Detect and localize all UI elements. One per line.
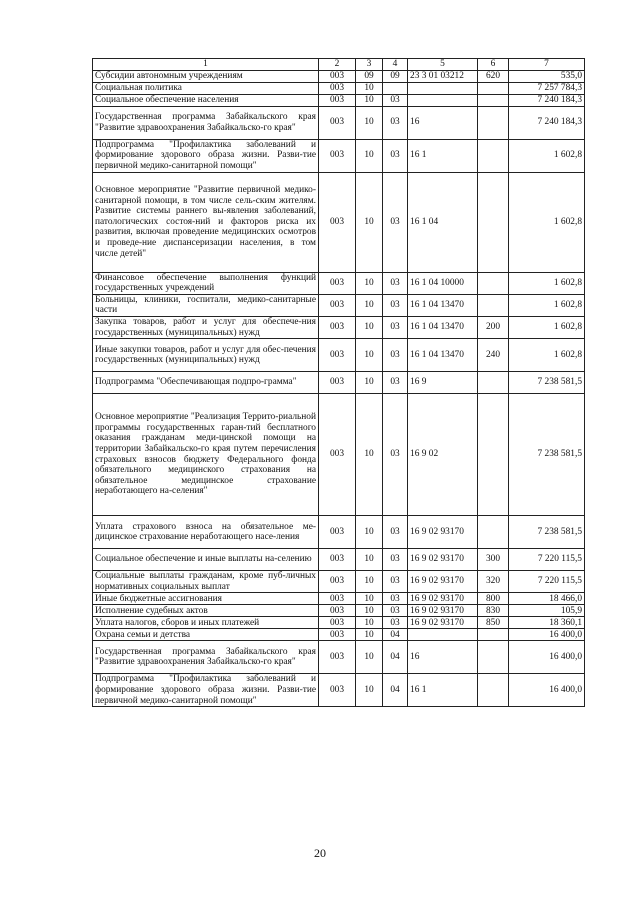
- amount: 16 400,0: [509, 641, 585, 674]
- table-row: [93, 106, 585, 139]
- target-article: [408, 82, 478, 94]
- expense-type: 620: [478, 70, 509, 82]
- subsection-code: 03: [383, 316, 408, 338]
- column-header: 7: [509, 59, 585, 71]
- ministry-code: 003: [319, 339, 356, 372]
- target-article: 16 1 04: [408, 172, 478, 272]
- section-code: 10: [356, 94, 383, 106]
- ministry-code: 003: [319, 106, 356, 139]
- section-code: 10: [356, 106, 383, 139]
- amount: 1 602,8: [509, 172, 585, 272]
- expense-type: [478, 516, 509, 549]
- amount: 18 360,1: [509, 617, 585, 629]
- section-code: 10: [356, 641, 383, 674]
- amount: 1 602,8: [509, 316, 585, 338]
- amount: 16 400,0: [509, 629, 585, 641]
- expense-type: [478, 674, 509, 707]
- section-code: 10: [356, 617, 383, 629]
- subsection-code: 03: [383, 272, 408, 294]
- table-row: [93, 549, 585, 571]
- row-name: Основное мероприятие "Развитие первичной медико-санитарной помощи, в том числе сель-ским жителям. Развитие системы раннего вы-явления заболеваний, патологических состоя-ний и факторов риска их развития, включая проведение медицинских осмотров и проведе-ние диспансеризации населения, в том числе детей": [93, 172, 319, 272]
- expense-type: 800: [478, 593, 509, 605]
- row-name: Подпрограмма "Профилактика заболеваний и формирование здорового образа жизни. Разви-тие первичной медико-санитарной помощи": [93, 674, 319, 707]
- target-article: 16 1 04 13470: [408, 294, 478, 316]
- subsection-code: 03: [383, 549, 408, 571]
- row-name: Социальные выплаты гражданам, кроме пуб-личных нормативных социальных выплат: [93, 571, 319, 593]
- section-code: 10: [356, 82, 383, 94]
- ministry-code: 003: [319, 394, 356, 516]
- expense-type: 240: [478, 339, 509, 372]
- target-article: [408, 94, 478, 106]
- amount: 7 238 581,5: [509, 394, 585, 516]
- expense-type: 300: [478, 549, 509, 571]
- subsection-code: 09: [383, 70, 408, 82]
- expense-type: [478, 629, 509, 641]
- table-row: [93, 571, 585, 593]
- section-code: 10: [356, 272, 383, 294]
- expense-type: [478, 272, 509, 294]
- section-code: 10: [356, 316, 383, 338]
- amount: 7 220 115,5: [509, 571, 585, 593]
- section-code: 10: [356, 372, 383, 394]
- target-article: 16 9 02 93170: [408, 571, 478, 593]
- target-article: 16 1: [408, 139, 478, 172]
- target-article: [408, 629, 478, 641]
- column-header: 6: [478, 59, 509, 71]
- row-name: Социальное обеспечение и иные выплаты на-селению: [93, 549, 319, 571]
- amount: 1 602,8: [509, 272, 585, 294]
- amount: 7 240 184,3: [509, 106, 585, 139]
- table-row: [93, 139, 585, 172]
- section-code: 10: [356, 516, 383, 549]
- section-code: 10: [356, 605, 383, 617]
- section-code: 10: [356, 172, 383, 272]
- amount: 7 238 581,5: [509, 372, 585, 394]
- subsection-code: 03: [383, 339, 408, 372]
- target-article: 16 1: [408, 674, 478, 707]
- section-code: 10: [356, 593, 383, 605]
- target-article: 16 1 04 13470: [408, 316, 478, 338]
- subsection-code: 04: [383, 674, 408, 707]
- section-code: 10: [356, 294, 383, 316]
- row-name: Иные бюджетные ассигнования: [93, 593, 319, 605]
- expense-type: [478, 94, 509, 106]
- table-row: [93, 593, 585, 605]
- section-code: 10: [356, 549, 383, 571]
- budget-table: [92, 58, 585, 707]
- section-code: 09: [356, 70, 383, 82]
- ministry-code: 003: [319, 629, 356, 641]
- table-row: [93, 516, 585, 549]
- subsection-code: 03: [383, 172, 408, 272]
- row-name: Государственная программа Забайкальского края "Развитие здравоохранения Забайкальско-го края": [93, 641, 319, 674]
- target-article: 16 9 02 93170: [408, 617, 478, 629]
- amount: 7 220 115,5: [509, 549, 585, 571]
- subsection-code: 03: [383, 394, 408, 516]
- target-article: 16 1 04 13470: [408, 339, 478, 372]
- column-header: 5: [408, 59, 478, 71]
- row-name: Подпрограмма "Обеспечивающая подпро-грамма": [93, 372, 319, 394]
- target-article: 23 3 01 03212: [408, 70, 478, 82]
- table-row: [93, 605, 585, 617]
- table-row: [93, 172, 585, 272]
- section-code: 10: [356, 674, 383, 707]
- row-name: Подпрограмма "Профилактика заболеваний и формирование здорового образа жизни. Разви-тие первичной медико-санитарной помощи": [93, 139, 319, 172]
- expense-type: 320: [478, 571, 509, 593]
- ministry-code: 003: [319, 617, 356, 629]
- ministry-code: 003: [319, 70, 356, 82]
- target-article: 16: [408, 641, 478, 674]
- target-article: 16 9: [408, 372, 478, 394]
- expense-type: [478, 82, 509, 94]
- row-name: Финансовое обеспечение выполнения функций государственных учреждений: [93, 272, 319, 294]
- ministry-code: 003: [319, 674, 356, 707]
- column-header: 4: [383, 59, 408, 71]
- subsection-code: 04: [383, 629, 408, 641]
- ministry-code: 003: [319, 82, 356, 94]
- subsection-code: 03: [383, 617, 408, 629]
- expense-type: 200: [478, 316, 509, 338]
- section-code: 10: [356, 139, 383, 172]
- column-header: 2: [319, 59, 356, 71]
- amount: 1 602,8: [509, 294, 585, 316]
- row-name: Государственная программа Забайкальского края "Развитие здравоохранения Забайкальско-го края": [93, 106, 319, 139]
- subsection-code: [383, 82, 408, 94]
- ministry-code: 003: [319, 641, 356, 674]
- column-header: 3: [356, 59, 383, 71]
- table-row: [93, 674, 585, 707]
- table-row: [93, 629, 585, 641]
- expense-type: [478, 139, 509, 172]
- section-code: 10: [356, 339, 383, 372]
- subsection-code: 03: [383, 139, 408, 172]
- target-article: 16 9 02 93170: [408, 549, 478, 571]
- table-row: [93, 641, 585, 674]
- row-name: Субсидии автономным учреждениям: [93, 70, 319, 82]
- ministry-code: 003: [319, 549, 356, 571]
- table-row: [93, 617, 585, 629]
- subsection-code: 03: [383, 516, 408, 549]
- amount: 7 257 784,3: [509, 82, 585, 94]
- ministry-code: 003: [319, 571, 356, 593]
- table-row: [93, 394, 585, 516]
- table-row: [93, 316, 585, 338]
- row-name: Уплата страхового взноса на обязательное ме-дицинское страхование неработающего насе-ления: [93, 516, 319, 549]
- ministry-code: 003: [319, 605, 356, 617]
- row-name: Закупка товаров, работ и услуг для обеспече-ния государственных (муниципальных) нужд: [93, 316, 319, 338]
- expense-type: [478, 172, 509, 272]
- row-name: Социальное обеспечение населения: [93, 94, 319, 106]
- target-article: 16 9 02: [408, 394, 478, 516]
- target-article: 16 9 02 93170: [408, 516, 478, 549]
- amount: 16 400,0: [509, 674, 585, 707]
- section-code: 10: [356, 571, 383, 593]
- subsection-code: 03: [383, 294, 408, 316]
- table-row: [93, 272, 585, 294]
- expense-type: [478, 394, 509, 516]
- expense-type: 850: [478, 617, 509, 629]
- section-code: 10: [356, 394, 383, 516]
- ministry-code: 003: [319, 516, 356, 549]
- ministry-code: 003: [319, 593, 356, 605]
- row-name: Охрана семьи и детства: [93, 629, 319, 641]
- ministry-code: 003: [319, 172, 356, 272]
- row-name: Исполнение судебных актов: [93, 605, 319, 617]
- row-name: Больницы, клиники, госпитали, медико-санитарные части: [93, 294, 319, 316]
- amount: 7 238 581,5: [509, 516, 585, 549]
- section-code: 10: [356, 629, 383, 641]
- table-row: [93, 339, 585, 372]
- amount: 1 602,8: [509, 139, 585, 172]
- subsection-code: 03: [383, 94, 408, 106]
- subsection-code: 03: [383, 571, 408, 593]
- subsection-code: 03: [383, 593, 408, 605]
- ministry-code: 003: [319, 294, 356, 316]
- expense-type: [478, 106, 509, 139]
- amount: 1 602,8: [509, 339, 585, 372]
- subsection-code: 03: [383, 605, 408, 617]
- subsection-code: 03: [383, 106, 408, 139]
- target-article: 16 9 02 93170: [408, 605, 478, 617]
- table-row: [93, 372, 585, 394]
- row-name: Социальная политика: [93, 82, 319, 94]
- subsection-code: 04: [383, 641, 408, 674]
- amount: 105,9: [509, 605, 585, 617]
- table-row: [93, 82, 585, 94]
- ministry-code: 003: [319, 94, 356, 106]
- column-header: 1: [93, 59, 319, 71]
- amount: 535,0: [509, 70, 585, 82]
- table-row: [93, 94, 585, 106]
- target-article: 16: [408, 106, 478, 139]
- row-name: Уплата налогов, сборов и иных платежей: [93, 617, 319, 629]
- row-name: Иные закупки товаров, работ и услуг для обес-печения государственных (муниципальных) нужд: [93, 339, 319, 372]
- page-number: 20: [314, 846, 326, 860]
- table-row: [93, 70, 585, 82]
- expense-type: [478, 641, 509, 674]
- amount: 18 466,0: [509, 593, 585, 605]
- table-header-row: [93, 59, 585, 71]
- expense-type: [478, 294, 509, 316]
- expense-type: 830: [478, 605, 509, 617]
- amount: 7 240 184,3: [509, 94, 585, 106]
- target-article: 16 1 04 10000: [408, 272, 478, 294]
- row-name: Основное мероприятие "Реализация Террито-риальной программы государственных гаран-тий бесплатного оказания гражданам меди-цинской помощи на территории Забайкальско-го края путем перечисления страховых взносов бюджету Федерального фонда обязательного медицинского страхования на обязательное медицинское страхование неработающего на-селения": [93, 394, 319, 516]
- ministry-code: 003: [319, 372, 356, 394]
- subsection-code: 03: [383, 372, 408, 394]
- table-row: [93, 294, 585, 316]
- target-article: 16 9 02 93170: [408, 593, 478, 605]
- ministry-code: 003: [319, 272, 356, 294]
- ministry-code: 003: [319, 316, 356, 338]
- ministry-code: 003: [319, 139, 356, 172]
- expense-type: [478, 372, 509, 394]
